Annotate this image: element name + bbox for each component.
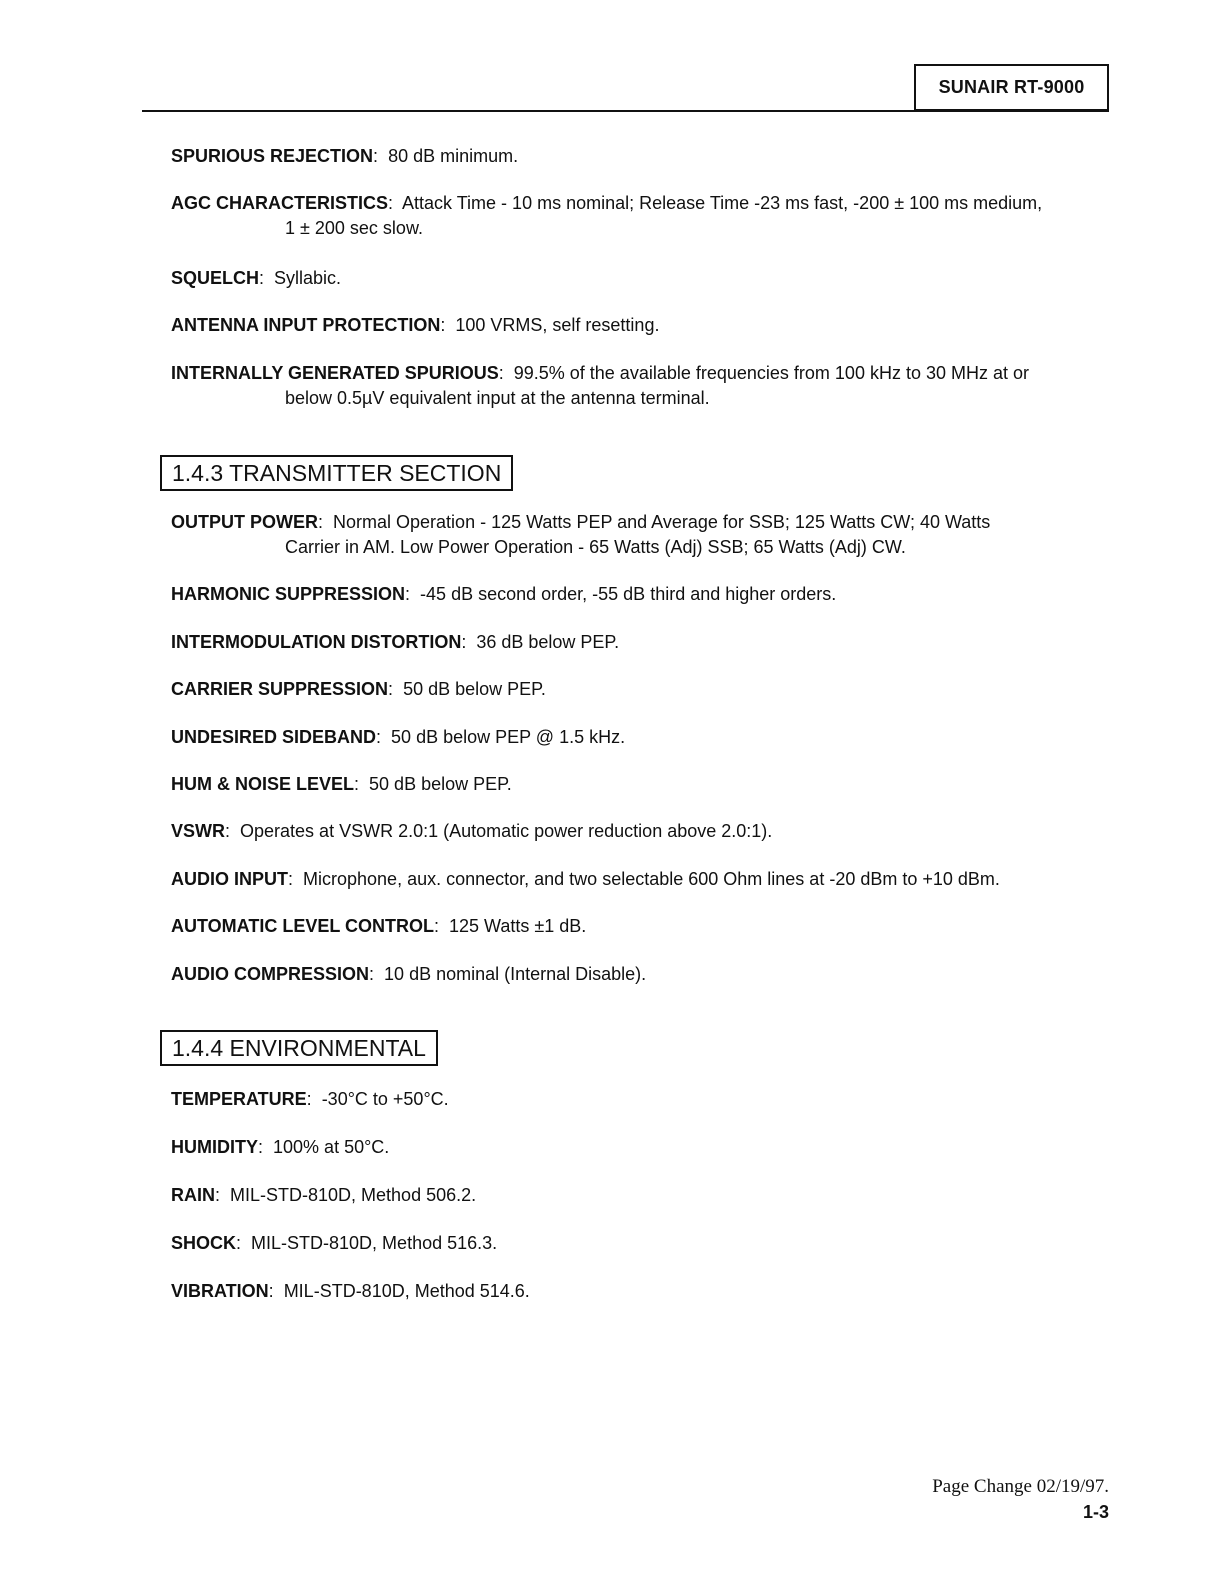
spec-carrier-suppression: CARRIER SUPPRESSION: 50 dB below PEP. xyxy=(171,679,546,699)
spec-label: INTERNALLY GENERATED SPURIOUS xyxy=(171,363,499,383)
section-heading-environmental xyxy=(160,1030,438,1066)
spec-value: Microphone, aux. connector, and two selectable 600 Ohm lines at -20 dBm to +10 dBm. xyxy=(303,869,1000,889)
spec-value: -30°C to +50°C. xyxy=(321,1089,449,1109)
spec-value-continued: Carrier in AM. Low Power Operation - 65 Watts (Adj) SSB; 65 Watts (Adj) CW. xyxy=(285,537,906,557)
spec-squelch: SQUELCH: Syllabic. xyxy=(171,268,342,288)
section-title: 1.4.4 ENVIRONMENTAL xyxy=(172,1034,426,1061)
spec-hum-noise-level: HUM & NOISE LEVEL: 50 dB below PEP. xyxy=(171,774,512,794)
spec-label: INTERMODULATION DISTORTION xyxy=(171,632,462,652)
footer-page-change: Page Change 02/19/97. xyxy=(932,1476,1109,1497)
spec-value: 36 dB below PEP. xyxy=(476,632,620,652)
spec-label: SPURIOUS REJECTION xyxy=(171,146,374,166)
spec-value: MIL-STD-810D, Method 514.6. xyxy=(283,1281,530,1301)
spec-value: 80 dB minimum. xyxy=(388,146,519,166)
header-rule xyxy=(142,110,1109,112)
spec-value: 99.5% of the available frequencies from 100 kHz to 30 MHz at or xyxy=(513,363,1030,383)
spec-value: Normal Operation - 125 Watts PEP and Average for SSB; 125 Watts CW; 40 Watts xyxy=(333,512,991,532)
spec-label: VIBRATION xyxy=(171,1281,269,1301)
spec-label: AGC CHARACTERISTICS xyxy=(171,193,389,213)
header-title-text: SUNAIR RT-9000 xyxy=(938,77,1085,97)
spec-value: 50 dB below PEP. xyxy=(403,679,546,699)
document-header-title xyxy=(914,64,1109,111)
spec-value: 100 VRMS, self resetting. xyxy=(455,315,660,335)
spec-label: RAIN xyxy=(171,1185,215,1205)
spec-label: VSWR xyxy=(171,821,225,841)
spec-intermodulation-distortion: INTERMODULATION DISTORTION: 36 dB below PEP. xyxy=(171,632,620,652)
spec-spurious-rejection: SPURIOUS REJECTION: 80 dB minimum. xyxy=(171,146,519,166)
spec-harmonic-suppression: HARMONIC SUPPRESSION: -45 dB second order, -55 dB third and higher orders. xyxy=(171,584,837,604)
spec-label: TEMPERATURE xyxy=(171,1089,307,1109)
spec-output-power: OUTPUT POWER: Normal Operation - 125 Watts PEP and Average for SSB; 125 Watts CW; 40 Watts Carrier in AM. Low Power Operation - 65 Watts (Adj) SSB; 65 Watts (Adj) CW. xyxy=(171,510,1116,560)
spec-label: HARMONIC SUPPRESSION xyxy=(171,584,406,604)
spec-label: UNDESIRED SIDEBAND xyxy=(171,727,377,747)
spec-label: SHOCK xyxy=(171,1233,237,1253)
spec-shock: SHOCK: MIL-STD-810D, Method 516.3. xyxy=(171,1233,498,1253)
spec-label: HUMIDITY xyxy=(171,1137,258,1157)
spec-antenna-input-protection: ANTENNA INPUT PROTECTION: 100 VRMS, self resetting. xyxy=(171,315,660,335)
spec-value: Operates at VSWR 2.0:1 (Automatic power reduction above 2.0:1). xyxy=(240,821,773,841)
spec-value: MIL-STD-810D, Method 506.2. xyxy=(230,1185,477,1205)
section-heading-transmitter xyxy=(160,455,513,491)
section-title: 1.4.3 TRANSMITTER SECTION xyxy=(172,459,502,486)
spec-value-continued: 1 ± 200 sec slow. xyxy=(285,218,423,238)
spec-label: OUTPUT POWER xyxy=(171,512,318,532)
footer-page-number: 1-3 xyxy=(1082,1502,1109,1522)
spec-label: HUM & NOISE LEVEL xyxy=(171,774,355,794)
spec-temperature: TEMPERATURE: -30°C to +50°C. xyxy=(171,1089,449,1109)
spec-value: 125 Watts ±1 dB. xyxy=(449,916,587,936)
spec-rain: RAIN: MIL-STD-810D, Method 506.2. xyxy=(171,1185,477,1205)
spec-agc-characteristics: AGC CHARACTERISTICS: Attack Time - 10 ms nominal; Release Time -23 ms fast, -200 ± 100 ms medium, 1 ± 200 sec slow. xyxy=(171,191,1116,241)
spec-label: AUDIO COMPRESSION xyxy=(171,964,370,984)
spec-label: ANTENNA INPUT PROTECTION xyxy=(171,315,441,335)
spec-value: 50 dB below PEP. xyxy=(369,774,512,794)
spec-vswr: VSWR: Operates at VSWR 2.0:1 (Automatic power reduction above 2.0:1). xyxy=(171,821,773,841)
spec-value: 100% at 50°C. xyxy=(273,1137,390,1157)
spec-vibration: VIBRATION: MIL-STD-810D, Method 514.6. xyxy=(171,1281,530,1301)
spec-humidity: HUMIDITY: 100% at 50°C. xyxy=(171,1137,390,1157)
spec-undesired-sideband: UNDESIRED SIDEBAND: 50 dB below PEP @ 1.5 kHz. xyxy=(171,727,626,747)
spec-internally-generated-spurious: INTERNALLY GENERATED SPURIOUS: 99.5% of the available frequencies from 100 kHz to 30 MHz at or below 0.5µV equivalent input at the antenna terminal. xyxy=(171,361,1116,411)
spec-audio-input: AUDIO INPUT: Microphone, aux. connector, and two selectable 600 Ohm lines at -20 dBm to +10 dBm. xyxy=(171,869,1000,889)
spec-automatic-level-control: AUTOMATIC LEVEL CONTROL: 125 Watts ±1 dB. xyxy=(171,916,587,936)
spec-label: CARRIER SUPPRESSION xyxy=(171,679,389,699)
spec-value-continued: below 0.5µV equivalent input at the antenna terminal. xyxy=(285,388,710,408)
spec-label: SQUELCH xyxy=(171,268,260,288)
spec-value: Attack Time - 10 ms nominal; Release Time -23 ms fast, -200 ± 100 ms medium, xyxy=(402,193,1043,213)
spec-value: 50 dB below PEP @ 1.5 kHz. xyxy=(391,727,626,747)
spec-value: -45 dB second order, -55 dB third and higher orders. xyxy=(420,584,837,604)
spec-label: AUDIO INPUT xyxy=(171,869,288,889)
spec-label: AUTOMATIC LEVEL CONTROL xyxy=(171,916,434,936)
spec-value: MIL-STD-810D, Method 516.3. xyxy=(251,1233,498,1253)
spec-value: Syllabic. xyxy=(274,268,342,288)
spec-value: 10 dB nominal (Internal Disable). xyxy=(384,964,647,984)
spec-audio-compression: AUDIO COMPRESSION: 10 dB nominal (Internal Disable). xyxy=(171,964,647,984)
